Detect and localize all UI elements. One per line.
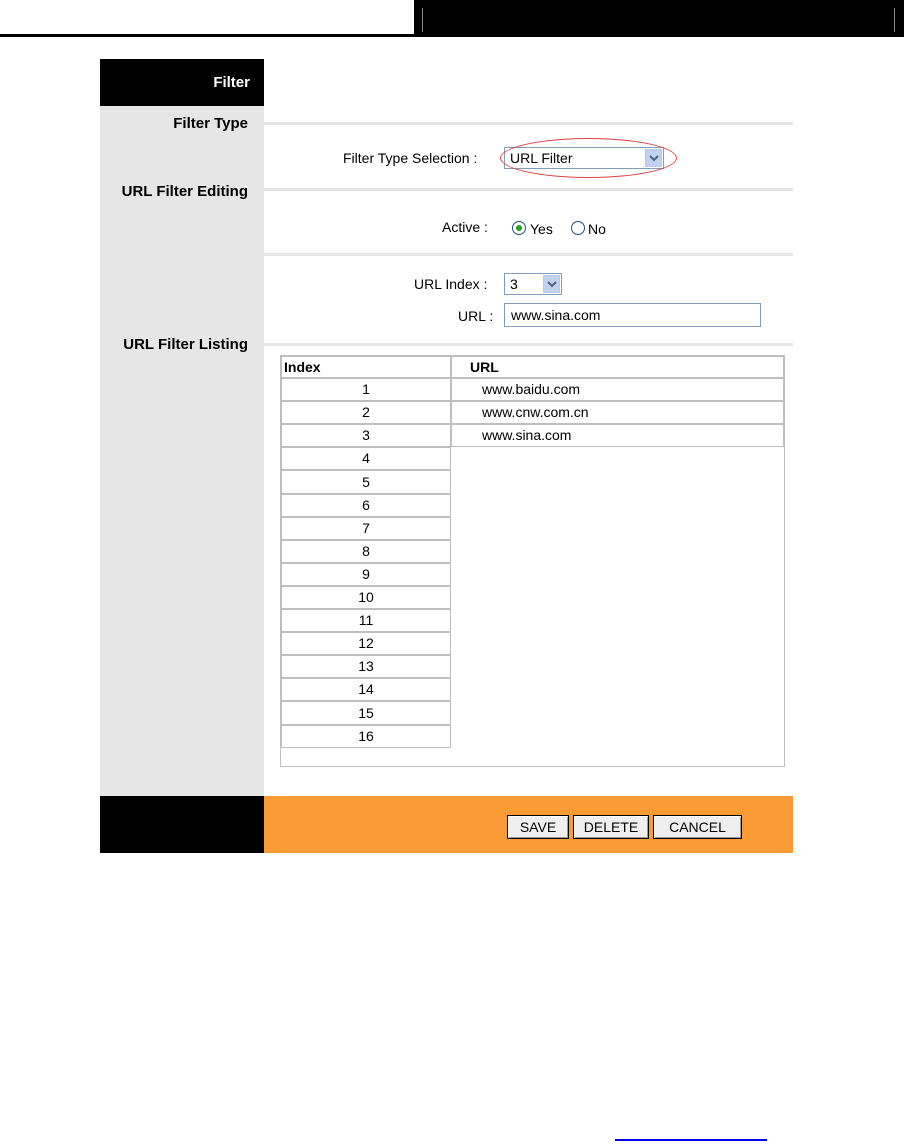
doc-header-bar <box>414 0 904 37</box>
table-cell-index: 4 <box>281 447 451 470</box>
table-cell-index: 11 <box>281 609 451 632</box>
table-cell-index: 15 <box>281 701 451 725</box>
doc-footer-link-underline <box>615 1139 767 1141</box>
table-cell-url: www.sina.com <box>451 424 784 447</box>
doc-header-rule <box>0 34 414 37</box>
table-cell-index: 6 <box>281 494 451 517</box>
table-cell-index: 7 <box>281 517 451 540</box>
table-cell-index: 10 <box>281 586 451 609</box>
table-cell-index: 9 <box>281 563 451 586</box>
active-label: Active : <box>442 219 488 235</box>
highlight-ellipse <box>500 138 677 178</box>
table-cell-index: 12 <box>281 632 451 655</box>
url-label: URL : <box>458 308 494 324</box>
section-divider <box>264 343 793 346</box>
url-input[interactable]: www.sina.com <box>504 303 761 327</box>
url-index-value: 3 <box>510 276 518 292</box>
url-filter-table <box>280 355 785 767</box>
url-index-select[interactable] <box>504 273 562 295</box>
column-header-index: Index <box>281 356 451 378</box>
section-divider <box>264 188 793 191</box>
router-filter-panel <box>100 59 793 853</box>
save-button[interactable]: SAVE <box>507 815 569 839</box>
doc-header-tick <box>422 8 423 32</box>
chevron-down-icon[interactable] <box>543 275 560 293</box>
table-cell-index: 3 <box>281 424 451 447</box>
section-divider <box>264 122 793 125</box>
delete-button[interactable]: DELETE <box>573 815 649 839</box>
table-cell-index: 14 <box>281 678 451 701</box>
table-cell-index: 8 <box>281 540 451 563</box>
active-no-radio[interactable] <box>571 221 585 235</box>
sidebar-title: Filter <box>100 59 264 106</box>
table-cell-index: 16 <box>281 725 451 748</box>
footer-left-block <box>100 796 264 853</box>
active-no-label[interactable]: No <box>588 221 606 237</box>
section-divider <box>264 253 793 256</box>
radio-selected-dot <box>516 225 522 231</box>
active-yes-radio[interactable] <box>512 221 526 235</box>
section-label-url-filter-editing: URL Filter Editing <box>121 183 248 200</box>
doc-header-tick <box>894 8 895 32</box>
table-cell-index: 1 <box>281 378 451 401</box>
sidebar <box>100 59 264 796</box>
url-index-label: URL Index : <box>414 276 488 292</box>
active-yes-label[interactable]: Yes <box>530 221 553 237</box>
table-cell-index: 13 <box>281 655 451 678</box>
table-cell-index: 2 <box>281 401 451 424</box>
footer-action-bar <box>264 796 793 853</box>
cancel-button[interactable]: CANCEL <box>653 815 742 839</box>
filter-type-value: URL Filter <box>510 150 573 166</box>
table-cell-url: www.cnw.com.cn <box>451 401 784 424</box>
column-header-url: URL <box>451 356 784 378</box>
table-cell-index: 5 <box>281 470 451 494</box>
filter-type-label: Filter Type Selection : <box>343 150 478 166</box>
section-label-filter-type: Filter Type <box>173 115 248 132</box>
table-cell-url: www.baidu.com <box>451 378 784 401</box>
section-label-url-filter-listing: URL Filter Listing <box>123 336 248 353</box>
